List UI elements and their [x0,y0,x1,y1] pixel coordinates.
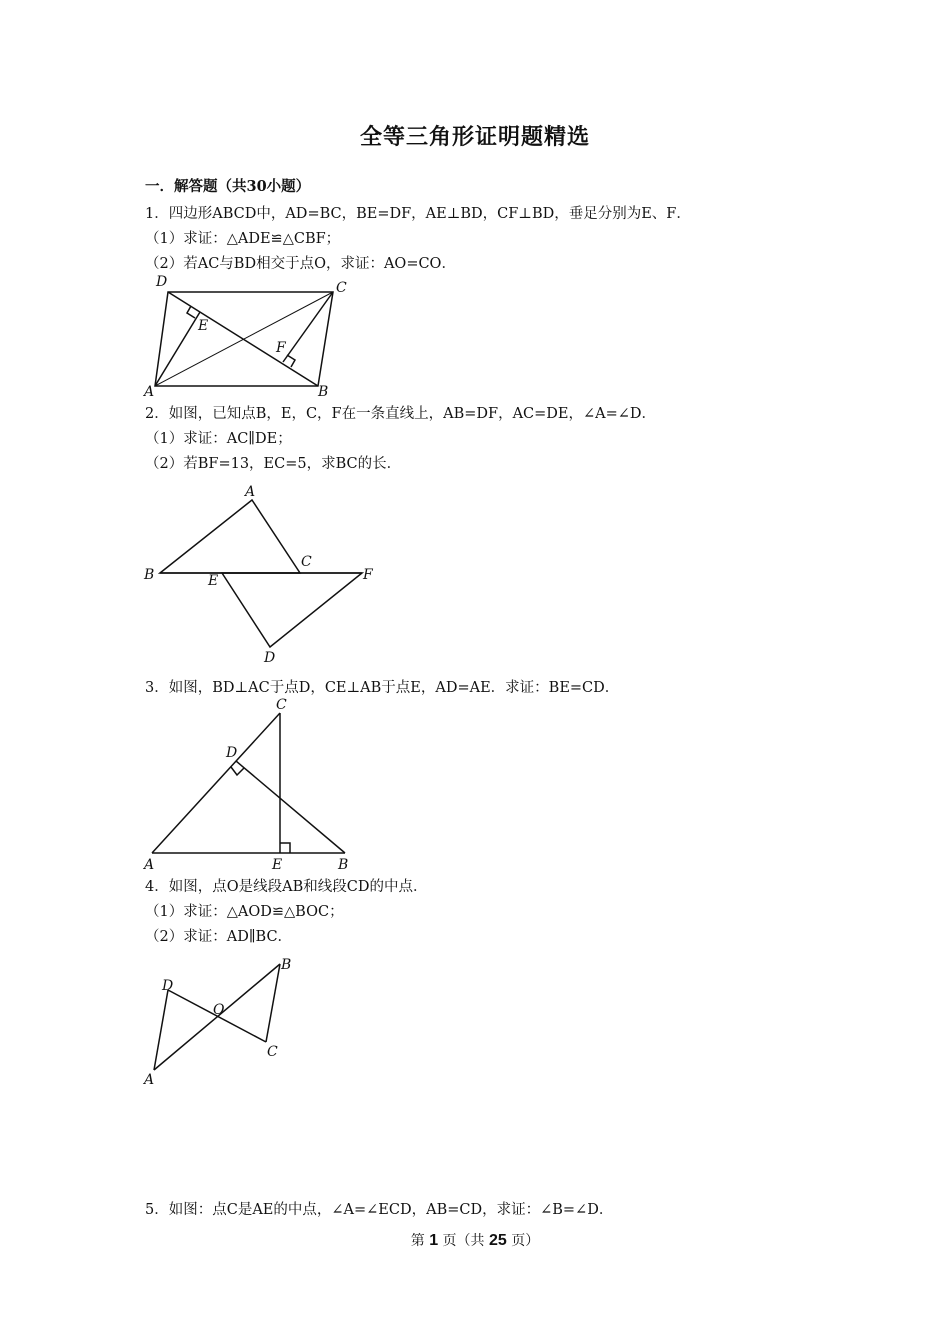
label-b: B [144,567,155,583]
problem-1-part-1: （1）求证：△ADE≌△CBF； [145,231,341,247]
segment-ac [152,713,280,853]
footer-total-pages: 25 [489,1232,507,1249]
label-c: C [301,554,312,570]
label-a: A [144,857,155,873]
footer-mid: 页（共 [442,1233,485,1249]
right-angle-e [280,843,290,853]
label-a: A [144,384,155,400]
segment-ae [155,312,200,386]
label-b: B [338,857,349,873]
label-f: F [276,340,286,356]
problem-2-part-1: （1）求证：AC∥DE； [145,431,292,447]
label-a: A [245,484,256,500]
footer-suffix: 页） [511,1233,540,1249]
segment-bd [236,761,345,853]
label-a: A [144,1072,155,1088]
label-d: D [264,650,276,666]
segment-cb [266,964,280,1042]
triangle-abc [160,500,300,573]
problem-1-figure [140,272,370,402]
problem-2-part-2: （2）若BF=13，EC=5，求BC的长． [145,456,402,472]
problem-5-statement: 5．如图：点C是AE的中点，∠A=∠ECD，AB=CD，求证：∠B=∠D． [145,1202,614,1218]
triangle-def [222,573,362,647]
problem-4-figure [140,952,310,1087]
label-e: E [198,318,209,334]
footer-page-number: 1 [429,1232,439,1249]
label-e: E [208,573,219,589]
page-title: 全等三角形证明题精选 [359,124,590,150]
page-footer [0,1230,950,1250]
label-o: O [213,1002,225,1018]
label-c: C [267,1044,278,1060]
problem-2-figure [140,480,390,665]
right-angle-f [287,355,295,367]
label-c: C [336,280,347,296]
section-heading: 一．解答题（共30小题） [145,178,311,195]
problem-4-part-2: （2）求证：AD∥BC． [145,929,293,945]
label-d: D [226,745,238,761]
problem-4-statement: 4．如图，点O是线段AB和线段CD的中点． [145,879,428,895]
label-e: E [272,857,283,873]
label-b: B [318,384,329,400]
footer-prefix: 第 [410,1233,425,1249]
label-d: D [162,978,174,994]
segment-ad [154,990,168,1070]
problem-4-part-1: （1）求证：△AOD≌△BOC； [145,904,344,920]
label-d: D [156,274,168,290]
label-c: C [276,697,287,713]
problem-2-statement: 2．如图，已知点B，E，C，F在一条直线上，AB=DF，AC=DE，∠A=∠D． [145,406,657,422]
diagonal-ac [155,292,333,386]
right-angle-d [231,767,244,775]
label-b: B [281,957,292,973]
problem-3-figure [140,695,370,875]
problem-3-statement: 3．如图，BD⊥AC于点D，CE⊥AB于点E，AD=AE．求证：BE=CD． [145,680,620,696]
problem-1-statement: 1．四边形ABCD中，AD=BC，BE=DF，AE⊥BD，CF⊥BD，垂足分别为E、F． [145,206,691,222]
segment-cf [283,292,333,362]
problem-1-part-2: （2）若AC与BD相交于点O，求证：AO=CO． [145,256,456,272]
label-f: F [363,567,373,583]
